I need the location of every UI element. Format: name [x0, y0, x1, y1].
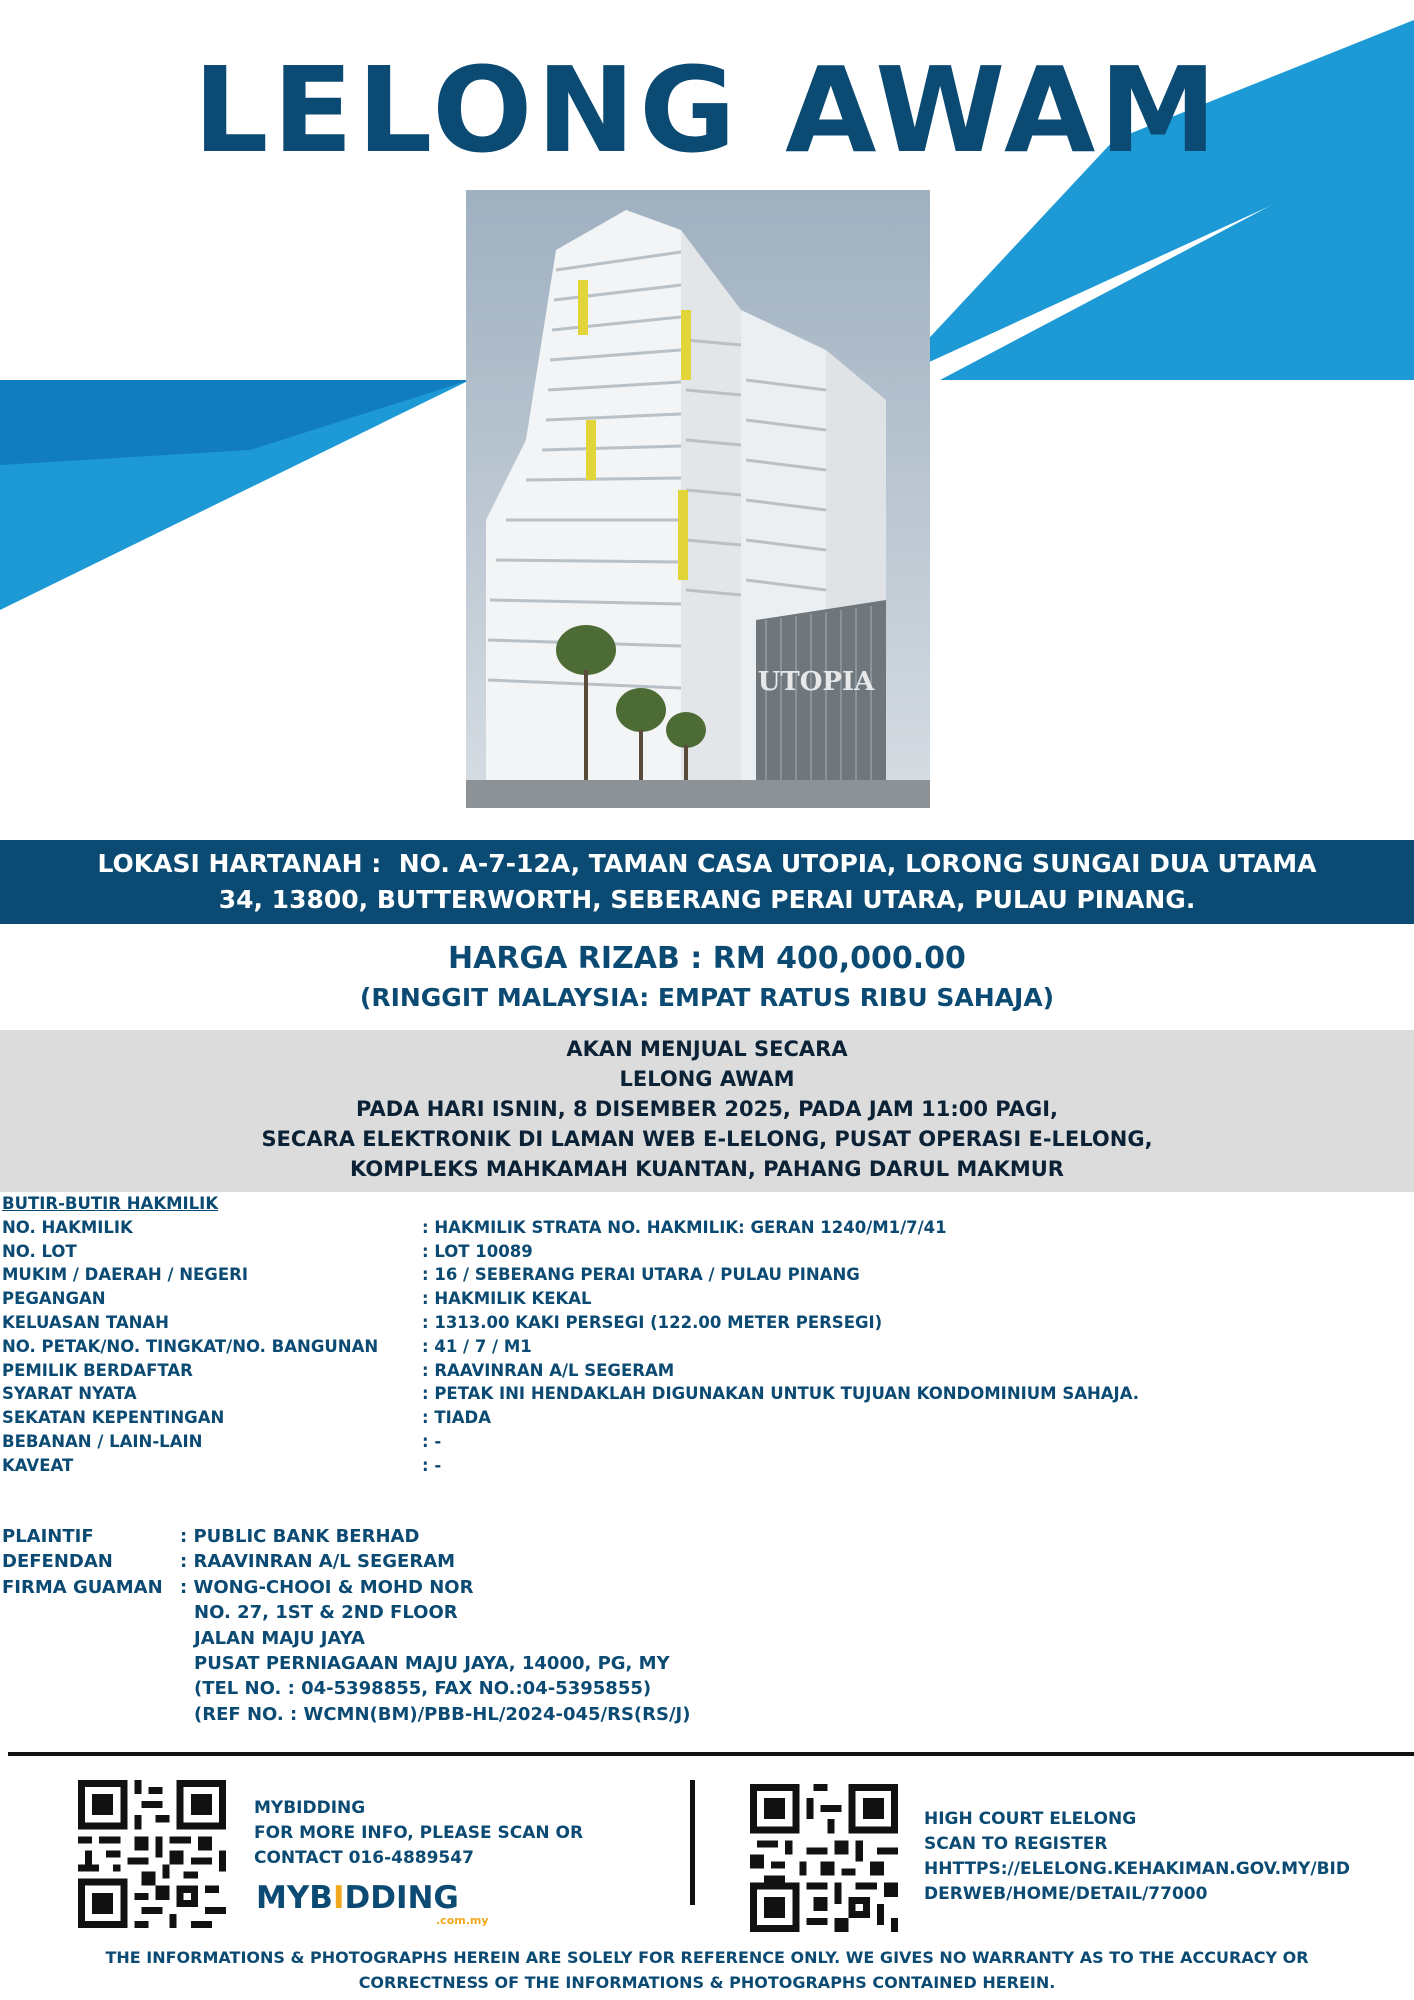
auction-line-2: LELONG AWAM: [619, 1067, 795, 1091]
firma-value: : WONG-CHOOI & MOHD NOR: [180, 1576, 474, 1598]
location-address-1: NO. A-7-12A, TAMAN CASA UTOPIA, LORONG SUNGAI DUA UTAMA: [398, 849, 1317, 878]
reserve-price-words: (RINGGIT MALAYSIA: EMPAT RATUS RIBU SAHAJA): [359, 983, 1055, 1012]
logo-text-a: MYB: [256, 1880, 333, 1916]
disclaimer: [0, 1945, 1414, 1995]
mybidding-name: MYBIDDING: [254, 1798, 366, 1818]
firma-row: [2, 1575, 902, 1600]
detail-row: [2, 1335, 1302, 1359]
elelong-url-1[interactable]: HHTTPS://ELELONG.KEHAKIMAN.GOV.MY/BID: [924, 1859, 1350, 1879]
detail-row: [2, 1311, 1302, 1335]
location-address-2: 34, 13800, BUTTERWORTH, SEBERANG PERAI UTARA, PULAU PINANG.: [218, 885, 1196, 914]
mybidding-logo-domain: .com.my: [436, 1914, 489, 1927]
detail-row: [2, 1240, 1302, 1264]
property-photo: [466, 190, 930, 808]
detail-value: : 41 / 7 / M1: [422, 1336, 532, 1356]
detail-key: NO. PETAK/NO. TINGKAT/NO. BANGUNAN: [2, 1336, 379, 1356]
case-parties: [2, 1524, 902, 1727]
detail-value: : HAKMILIK STRATA NO. HAKMILIK: GERAN 1240/M1/7/41: [422, 1217, 947, 1237]
detail-key: SEKATAN KEPENTINGAN: [2, 1408, 225, 1428]
detail-row: [2, 1382, 1302, 1406]
detail-value: : HAKMILIK KEKAL: [422, 1289, 592, 1309]
law-firm-address: [2, 1600, 902, 1727]
address-line: (REF NO. : WCMN(BM)/PBB-HL/2024-045/RS(RS/J): [194, 1703, 691, 1725]
detail-key: KAVEAT: [2, 1455, 74, 1475]
detail-key: PEGANGAN: [2, 1289, 106, 1309]
detail-row: [2, 1359, 1302, 1383]
plaintif-label: PLAINTIF: [2, 1526, 94, 1547]
footer-vertical-divider: [690, 1780, 695, 1905]
mybidding-logo: [256, 1880, 459, 1916]
mybidding-phone[interactable]: CONTACT 016-4889547: [254, 1848, 474, 1868]
elelong-qr-code[interactable]: [750, 1784, 898, 1932]
detail-key: MUKIM / DAERAH / NEGERI: [2, 1265, 248, 1285]
detail-key: KELUASAN TANAH: [2, 1312, 169, 1332]
detail-key: NO. LOT: [2, 1241, 77, 1261]
detail-value: : RAAVINRAN A/L SEGERAM: [422, 1360, 675, 1380]
auction-line-3: PADA HARI ISNIN, 8 DISEMBER 2025, PADA JAM 11:00 PAGI,: [355, 1097, 1058, 1121]
detail-key: PEMILIK BERDAFTAR: [2, 1360, 193, 1380]
detail-value: : PETAK INI HENDAKLAH DIGUNAKAN UNTUK TUJUAN KONDOMINIUM SAHAJA.: [422, 1384, 1140, 1404]
location-line-1: [0, 846, 1414, 882]
plaintif-row: [2, 1524, 902, 1549]
firma-label: FIRMA GUAMAN: [2, 1576, 163, 1598]
address-line: JALAN MAJU JAYA: [194, 1627, 365, 1649]
plaintif-value: : PUBLIC BANK BERHAD: [180, 1526, 420, 1547]
defendan-value: : RAAVINRAN A/L SEGERAM: [180, 1551, 456, 1573]
detail-row: [2, 1263, 1302, 1287]
detail-value: : TIADA: [422, 1408, 491, 1428]
detail-row: [2, 1406, 1302, 1430]
footer-divider: [8, 1752, 1414, 1756]
elelong-url-2[interactable]: DERWEB/HOME/DETAIL/77000: [924, 1884, 1208, 1904]
detail-row: [2, 1287, 1302, 1311]
reserve-price: [0, 938, 1414, 1016]
location-label: LOKASI HARTANAH :: [97, 849, 382, 878]
address-line: NO. 27, 1ST & 2ND FLOOR: [194, 1602, 458, 1624]
detail-value: : -: [422, 1431, 442, 1451]
logo-text-b: DDING: [344, 1880, 459, 1916]
title-details-heading: BUTIR-BUTIR HAKMILIK: [2, 1194, 219, 1213]
title-details: [2, 1192, 1302, 1478]
mybidding-qr-code[interactable]: [78, 1780, 226, 1928]
defendan-label: DEFENDAN: [2, 1551, 113, 1573]
property-location: [0, 840, 1414, 924]
disclaimer-line-1: THE INFORMATIONS & PHOTOGRAPHS HEREIN ARE SOLELY FOR REFERENCE ONLY. WE GIVES NO WARRANTY AS TO THE ACCURACY OR: [105, 1948, 1309, 1967]
address-line: PUSAT PERNIAGAAN MAJU JAYA, 14000, PG, MY: [194, 1653, 670, 1675]
detail-key: NO. HAKMILIK: [2, 1217, 133, 1237]
defendan-row: [2, 1549, 902, 1574]
elelong-contact: [924, 1807, 1350, 1907]
auction-line-5: KOMPLEKS MAHKAMAH KUANTAN, PAHANG DARUL MAKMUR: [350, 1157, 1064, 1181]
disclaimer-line-2: CORRECTNESS OF THE INFORMATIONS & PHOTOGRAPHS CONTAINED HEREIN.: [358, 1973, 1056, 1992]
auction-line-1: AKAN MENJUAL SECARA: [566, 1037, 848, 1061]
detail-value: : -: [422, 1455, 442, 1475]
detail-row: [2, 1454, 1302, 1478]
auction-line-4: SECARA ELEKTRONIK DI LAMAN WEB E-LELONG, PUSAT OPERASI E-LELONG,: [261, 1127, 1153, 1151]
detail-row: [2, 1216, 1302, 1240]
elelong-instruction: SCAN TO REGISTER: [924, 1834, 1108, 1854]
detail-key: BEBANAN / LAIN-LAIN: [2, 1431, 203, 1451]
address-line: (TEL NO. : 04-5398855, FAX NO.:04-5395855): [194, 1678, 652, 1700]
auction-info: [0, 1030, 1414, 1192]
reserve-price-amount: HARGA RIZAB : RM 400,000.00: [448, 941, 966, 976]
detail-value: : 16 / SEBERANG PERAI UTARA / PULAU PINANG: [422, 1265, 860, 1285]
page-title: LELONG AWAM: [193, 41, 1221, 179]
elelong-name: HIGH COURT ELELONG: [924, 1809, 1137, 1829]
detail-value: : 1313.00 KAKI PERSEGI (122.00 METER PERSEGI): [422, 1312, 883, 1332]
detail-key: SYARAT NYATA: [2, 1384, 137, 1404]
building-sign: UTOPIA: [757, 667, 875, 697]
mybidding-info: FOR MORE INFO, PLEASE SCAN OR: [254, 1823, 584, 1843]
detail-value: : LOT 10089: [422, 1241, 533, 1261]
logo-text-accent: I: [332, 1880, 345, 1916]
mybidding-contact: [254, 1796, 583, 1871]
detail-row: [2, 1430, 1302, 1454]
